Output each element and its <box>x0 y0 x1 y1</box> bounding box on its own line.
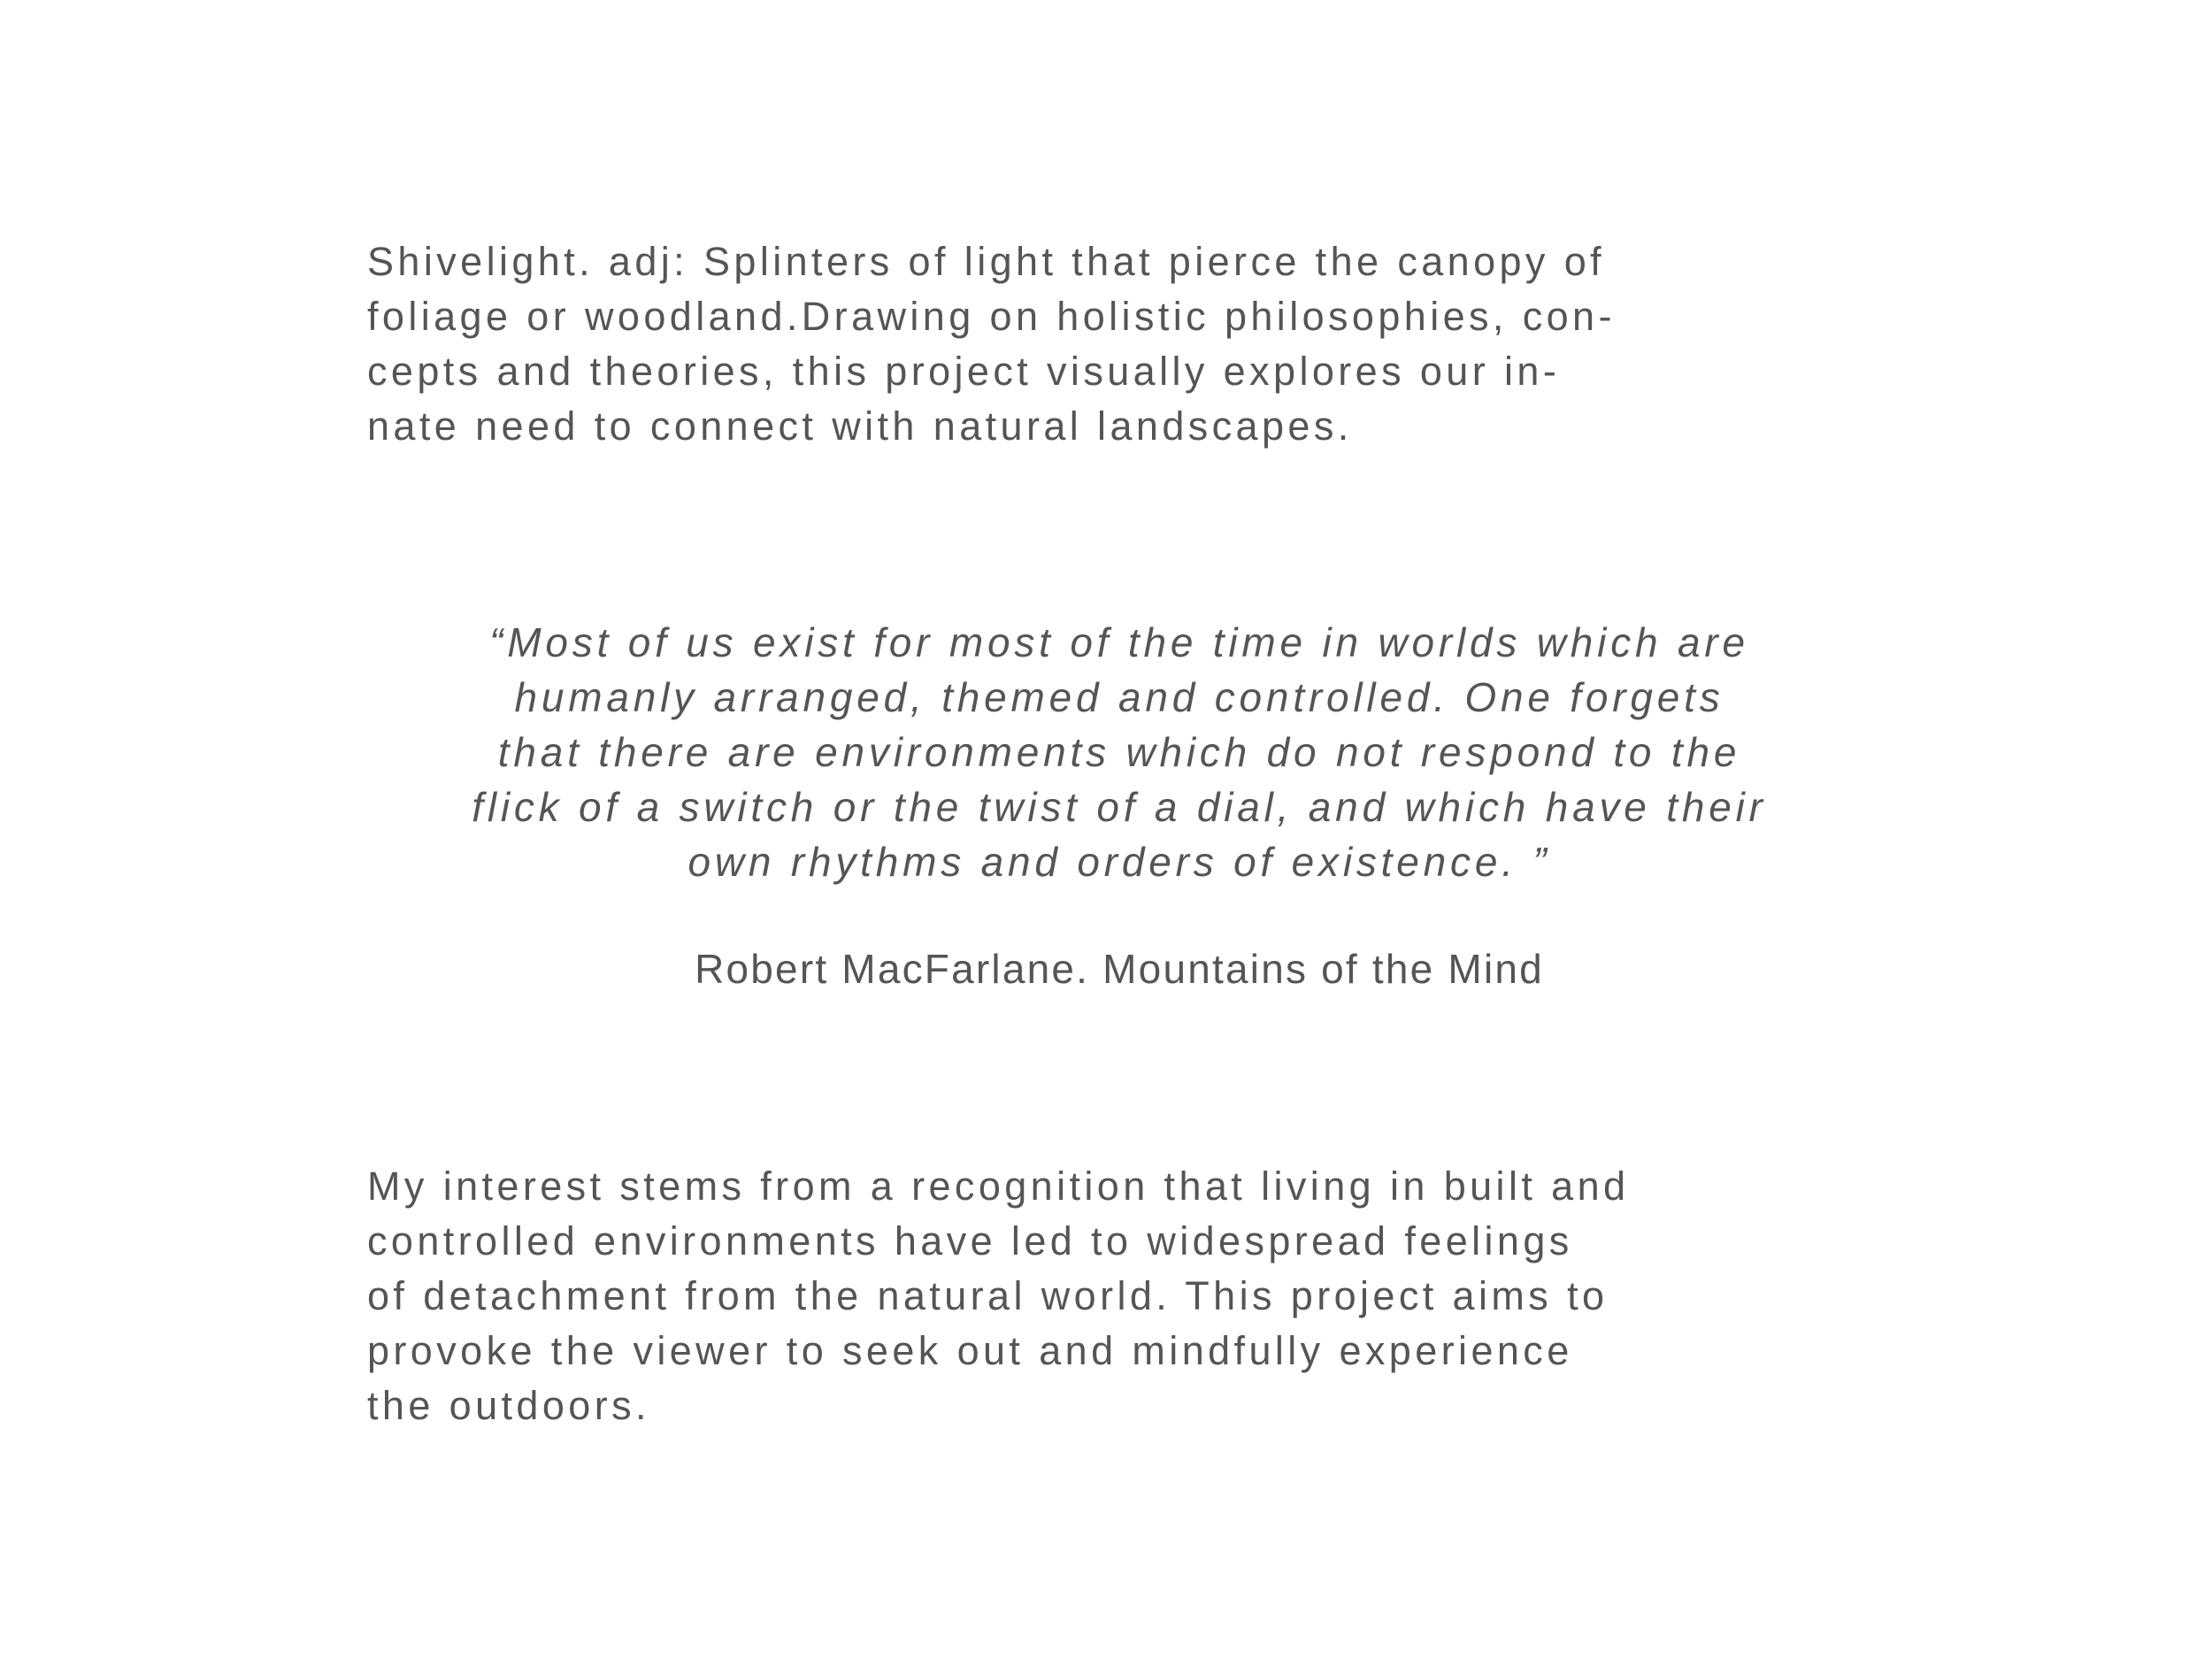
intro-line: cepts and theories, this project visually explores our in- <box>367 349 1561 394</box>
closing-line: the outdoors. <box>367 1383 650 1428</box>
intro-line: nate need to connect with natural landscapes. <box>367 403 1353 449</box>
closing-line: controlled environments have led to widespread feelings <box>367 1218 1573 1263</box>
intro-line: Shivelight. adj: Splinters of light that pierce the canopy of <box>367 239 1606 284</box>
closing-line: My interest stems from a recognition that living in built and <box>367 1164 1630 1209</box>
quote-line: own rhythms and orders of existence. ” <box>687 839 1551 885</box>
quote-attribution: Robert MacFarlane. Mountains of the Mind <box>695 946 1544 992</box>
quote-block <box>367 615 1871 889</box>
quote-line: that there are environments which do not respond to the <box>497 729 1741 775</box>
quote-line: “Most of us exist for most of the time in worlds which are <box>489 619 1749 665</box>
intro-paragraph <box>367 234 1889 454</box>
quote-line: flick of a switch or the twist of a dial, and which have their <box>472 784 1767 830</box>
closing-paragraph <box>367 1159 1889 1433</box>
quote-line: humanly arranged, themed and controlled. One forgets <box>514 674 1724 720</box>
closing-line: provoke the viewer to seek out and mindfully experience <box>367 1328 1573 1373</box>
intro-line: foliage or woodland.Drawing on holistic philosophies, con- <box>367 294 1616 339</box>
closing-line: of detachment from the natural world. This project aims to <box>367 1273 1609 1318</box>
